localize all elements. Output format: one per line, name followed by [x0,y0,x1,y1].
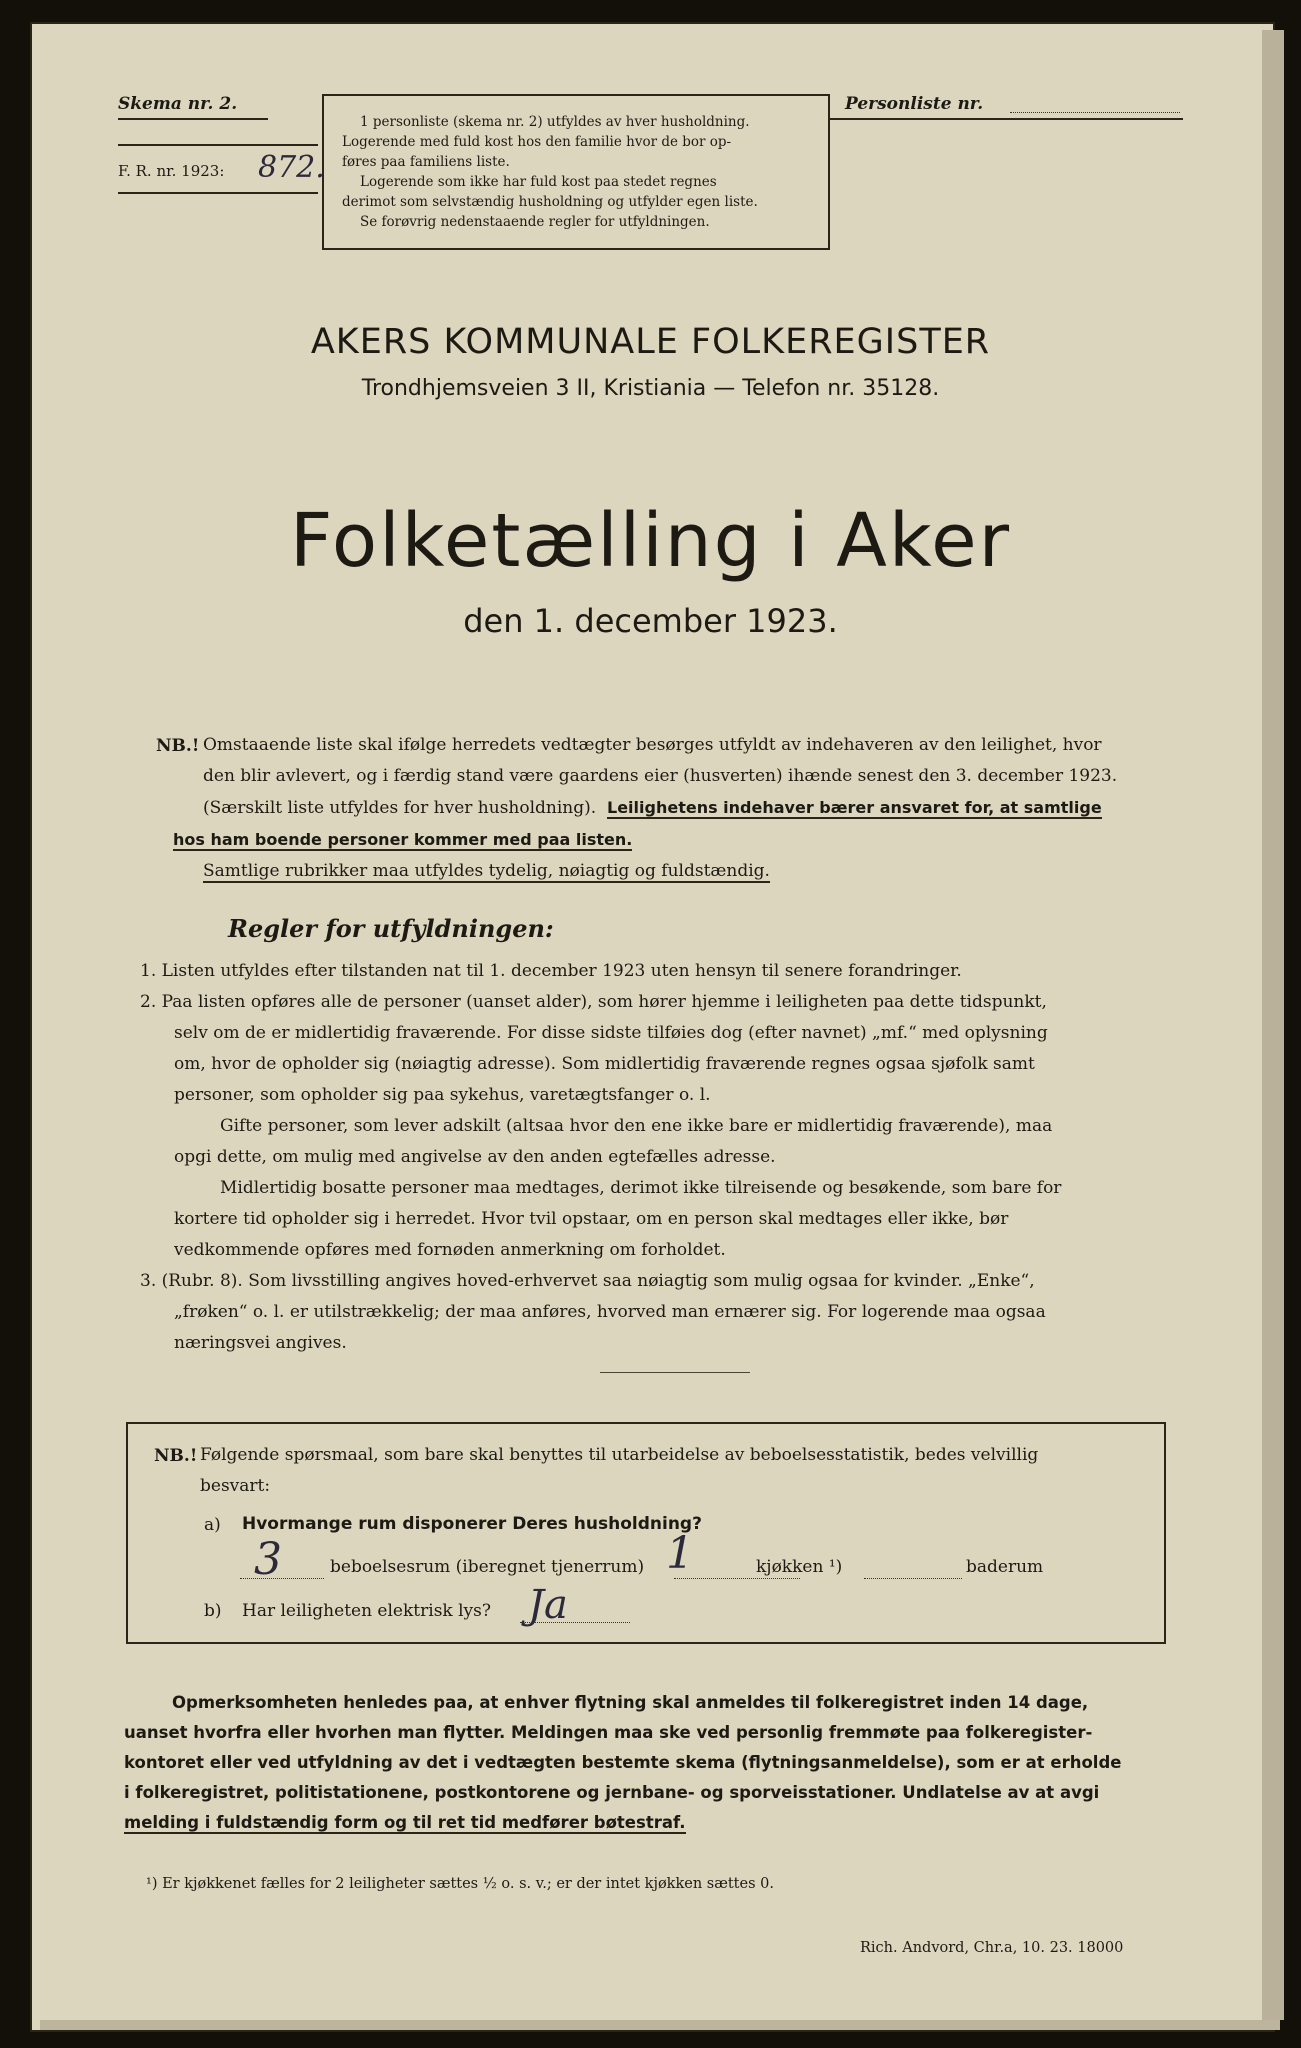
rule-line-6: Gifte personer, som lever adskilt (altsaa hvor den ene ikke bare er midlertidig fraværende), maa [220,1116,1053,1136]
rooms-handwritten: 3 [254,1534,282,1585]
rule-line-2: 2. Paa listen opføres alle de personer (uanset alder), som hører hjemme i leiligheten paa dette tidspunkt, [140,992,1047,1012]
nb2-label: NB.! [154,1446,198,1466]
notice-line-2: uanset hvorfra eller hvorhen man flytter. Meldingen maa ske ved personlig fremmøte paa folkeregister- [124,1723,1093,1742]
rule-line-13: næringsvei angives. [174,1333,347,1353]
nb2-line-1: Følgende spørsmaal, som bare skal benyttes til utarbeidelse av beboelsesstatistik, bedes velvillig [200,1445,1039,1465]
nb-line-5: Samtlige rubrikker maa utfyldes tydelig, nøiagtig og fuldstændig. [203,861,770,881]
question-b-text-value: Har leiligheten elektrisk lys? [242,1601,491,1621]
nb-line-4: hos ham boende personer kommer med paa listen. [173,830,633,849]
rule-line-5: personer, som opholder sig paa sykehus, varetægtsfanger o. l. [174,1085,711,1105]
notice-line-5: melding i fuldstændig form og til ret tid medfører bøtestraf. [124,1813,686,1832]
page-title: Folketælling i Aker [289,498,1012,584]
housing-questions-box [126,1422,1166,1644]
footnote: ¹) Er kjøkkenet fælles for 2 leiligheter sættes ½ o. s. v.; er der intet kjøkken sættes 0. [146,1876,774,1892]
nb-line-1: Omstaaende liste skal ifølge herredets vedtægter besørges utfyldt av indehaveren av den leilighet, hvor [203,735,1102,755]
bath-label: baderum [966,1557,1044,1577]
rules-list [140,956,1170,1359]
info-line-2: Logerende med fuld kost hos den familie hvor de bor op- [342,134,732,150]
fr-nr-label: F. R. nr. 1923: [118,162,225,180]
fr-nr-handwritten: 872. [258,150,325,185]
personliste-field[interactable] [1010,112,1180,113]
question-a-text: Hvormange rum disponerer Deres husholdning? [242,1514,702,1534]
rooms-field[interactable] [240,1578,324,1579]
personliste-label: Personliste nr. [845,94,984,114]
nb-line-2: den blir avlevert, og i færdig stand være gaardens eier (husverten) ihænde senest den 3. december 1923. [203,766,1118,786]
org-address: Trondhjemsveien 3 II, Kristiania — Telefon nr. 35128. [361,376,940,401]
notice-line-1: Opmerksomheten henledes paa, at enhver flytning skal anmeldes til folkeregistret inden 14 dage, [172,1693,1089,1712]
rule-line-1: 1. Listen utfyldes efter tilstanden nat til 1. december 1923 uten hensyn til senere forandringer. [140,961,962,981]
rule-line-11: 3. (Rubr. 8). Som livsstilling angives hoved-erhvervet saa nøiagtig som mulig ogsaa for kvinder. „Enke“, [140,1271,1035,1291]
kitchen-handwritten: 1 [666,1528,694,1579]
nb2-line-2: besvart: [200,1476,271,1496]
info-line-3: føres paa familiens liste. [342,154,510,170]
nb-paragraph [173,730,1163,887]
notice-line-4: i folkeregistret, politistationene, postkontorene og jernbane- og sporveisstationer. Undlatelse av at avgi [124,1783,1100,1802]
question-b-text [242,1596,491,1627]
rule-line-3: selv om de er midlertidig fraværende. For disse sidste tilføies dog (efter navnet) „mf.“ med oplysning [174,1023,1048,1043]
rooms-label: beboelsesrum (iberegnet tjenerrum) [330,1557,645,1577]
rule-line-10: vedkommende opføres med fornøden anmerkning om forholdet. [174,1240,726,1260]
section-divider [600,1372,750,1373]
rule-line-4: om, hvor de opholder sig (nøiagtig adresse). Som midlertidig fraværende regnes ogsaa sjøfolk samt [174,1054,1035,1074]
rule-line-9: kortere tid opholder sig i herredet. Hvor tvil opstaar, om en person skal medtages eller ikke, bør [174,1209,1009,1229]
header-rule-left-2 [118,192,318,194]
page-edge-bottom [40,2020,1280,2030]
info-box [322,94,830,250]
header-rule-left [118,144,318,146]
header-rule-right [828,118,1183,120]
info-line-4: Logerende som ikke har fuld kost paa stedet regnes [360,174,717,190]
printer-imprint: Rich. Andvord, Chr.a, 10. 23. 18000 [860,1940,1124,1956]
skema-underline [118,118,268,120]
nb-line-3a: (Særskilt liste utfyldes for hver husholdning). [203,798,597,818]
info-line-6: Se forøvrig nedenstaaende regler for utfyldningen. [360,214,710,230]
question-a-label: a) [204,1515,221,1535]
kitchen-label: kjøkken ¹) [756,1557,843,1577]
nb-label: NB.! [156,736,200,756]
notice-line-3: kontoret eller ved utfyldning av det i vedtægten bestemte skema (flytningsanmeldelse), som er at erholde [124,1753,1122,1772]
census-date: den 1. december 1923. [463,602,838,640]
rule-line-7: opgi dette, om mulig med angivelse av den anden egtefælles adresse. [174,1147,776,1167]
nb2-text [200,1440,1150,1471]
org-name: AKERS KOMMUNALE FOLKEREGISTER [310,322,991,362]
info-line-5: derimot som selvstændig husholdning og utfylder egen liste. [342,194,758,210]
question-b-label: b) [204,1601,222,1621]
rule-line-8: Midlertidig bosatte personer maa medtages, derimot ikke tilreisende og besøkende, som bare for [220,1178,1062,1198]
nb-line-3b: Leilighetens indehaver bærer ansvaret for, at samtlige [607,798,1102,817]
info-line-1: 1 personliste (skema nr. 2) utfyldes av hver husholdning. [360,114,750,130]
rule-line-12: „frøken“ o. l. er utilstrækkelig; der maa anføres, hvorved man ernærer sig. For logerende maa ogsaa [174,1302,1046,1322]
skema-label: Skema nr. 2. [118,94,238,114]
bath-field[interactable] [864,1578,962,1579]
rules-heading: Regler for utfyldningen: [228,914,554,943]
electric-light-handwritten: Ja [528,1582,568,1628]
moving-notice [124,1688,1174,1838]
